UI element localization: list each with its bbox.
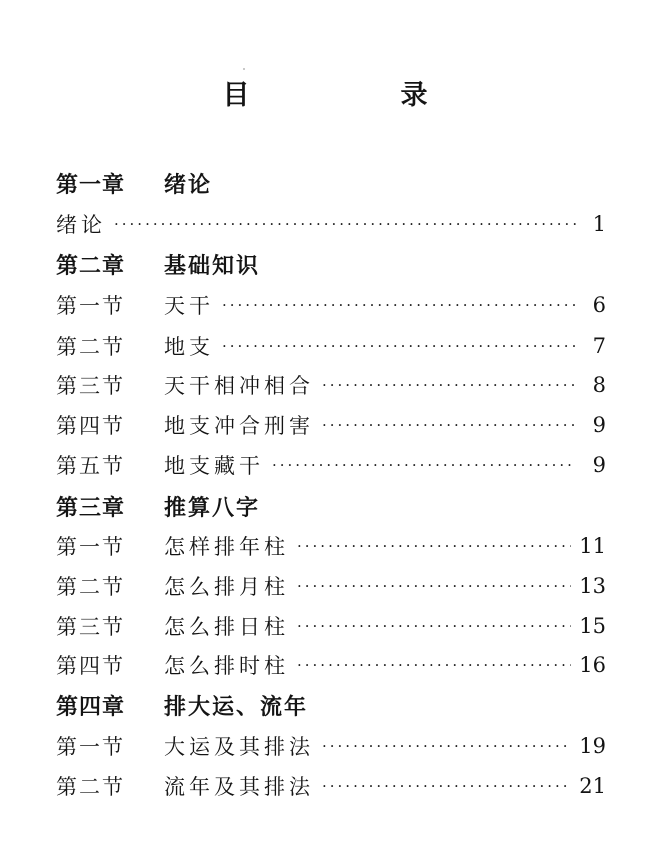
section-label: 第二节 [56, 575, 125, 599]
section-label: 第一节 [56, 294, 125, 318]
toc-section-2-1[interactable] [56, 288, 606, 322]
scan-speck [243, 68, 245, 70]
dot-leader [322, 729, 571, 763]
section-label: 第一节 [56, 735, 125, 759]
page-number: 1 [592, 212, 606, 236]
section-title: 地支藏干 [164, 454, 264, 478]
toc-chapter-4[interactable] [56, 688, 606, 722]
page-title: 目 录 [222, 80, 490, 111]
toc-entry-intro[interactable] [56, 207, 606, 241]
dot-leader [322, 769, 571, 803]
toc-chapter-1[interactable] [56, 166, 606, 200]
chapter-label: 第三章 [56, 495, 126, 521]
toc-section-4-2[interactable] [56, 769, 606, 803]
section-title: 地支冲合刑害 [164, 414, 314, 438]
section-title: 地支 [164, 335, 214, 359]
section-label: 第三节 [56, 615, 125, 639]
section-title: 怎么排时柱 [164, 654, 289, 678]
section-label: 第一节 [56, 535, 125, 559]
chapter-title: 排大运、流年 [164, 694, 309, 720]
page-number: 21 [579, 774, 606, 798]
chapter-label: 第一章 [56, 172, 126, 198]
toc-chapter-2[interactable] [56, 247, 606, 281]
toc-section-3-1[interactable] [56, 529, 606, 563]
dot-leader [222, 329, 576, 363]
page-number: 7 [592, 334, 606, 358]
section-label: 第四节 [56, 654, 125, 678]
dot-leader [114, 207, 576, 241]
page-number: 16 [579, 653, 606, 677]
page-number: 9 [592, 413, 606, 437]
toc-section-4-1[interactable] [56, 729, 606, 763]
section-title: 大运及其排法 [164, 735, 314, 759]
chapter-title: 绪论 [164, 172, 213, 198]
dot-leader [322, 368, 576, 402]
section-title: 天干 [164, 294, 214, 318]
toc-section-2-4[interactable] [56, 408, 606, 442]
section-label: 第四节 [56, 414, 125, 438]
chapter-label: 第四章 [56, 694, 126, 720]
dot-leader [297, 529, 571, 563]
section-label: 第二节 [56, 775, 125, 799]
page-number: 8 [592, 373, 606, 397]
section-label: 第三节 [56, 374, 125, 398]
page-number: 11 [579, 534, 606, 558]
dot-leader [222, 288, 576, 322]
page-number: 6 [592, 293, 606, 317]
toc-section-3-3[interactable] [56, 609, 606, 643]
section-title: 流年及其排法 [164, 775, 314, 799]
chapter-title: 基础知识 [164, 253, 261, 279]
section-title: 怎么排日柱 [164, 615, 289, 639]
chapter-label: 第二章 [56, 253, 126, 279]
toc-section-2-2[interactable] [56, 329, 606, 363]
dot-leader [297, 609, 571, 643]
page-number: 9 [592, 453, 606, 477]
toc-section-3-4[interactable] [56, 648, 606, 682]
section-title: 怎么排月柱 [164, 575, 289, 599]
page-number: 13 [579, 574, 606, 598]
section-title: 怎样排年柱 [164, 535, 289, 559]
toc-section-3-2[interactable] [56, 569, 606, 603]
page-number: 15 [579, 614, 606, 638]
dot-leader [297, 648, 571, 682]
page-number: 19 [579, 734, 606, 758]
dot-leader [272, 448, 576, 482]
chapter-title: 推算八字 [164, 495, 261, 521]
dot-leader [322, 408, 576, 442]
toc-chapter-3[interactable] [56, 489, 606, 523]
section-label: 第二节 [56, 335, 125, 359]
entry-title: 绪论 [56, 213, 106, 237]
toc-section-2-3[interactable] [56, 368, 606, 402]
dot-leader [297, 569, 571, 603]
section-label: 第五节 [56, 454, 125, 478]
section-title: 天干相冲相合 [164, 374, 314, 398]
toc-section-2-5[interactable] [56, 448, 606, 482]
